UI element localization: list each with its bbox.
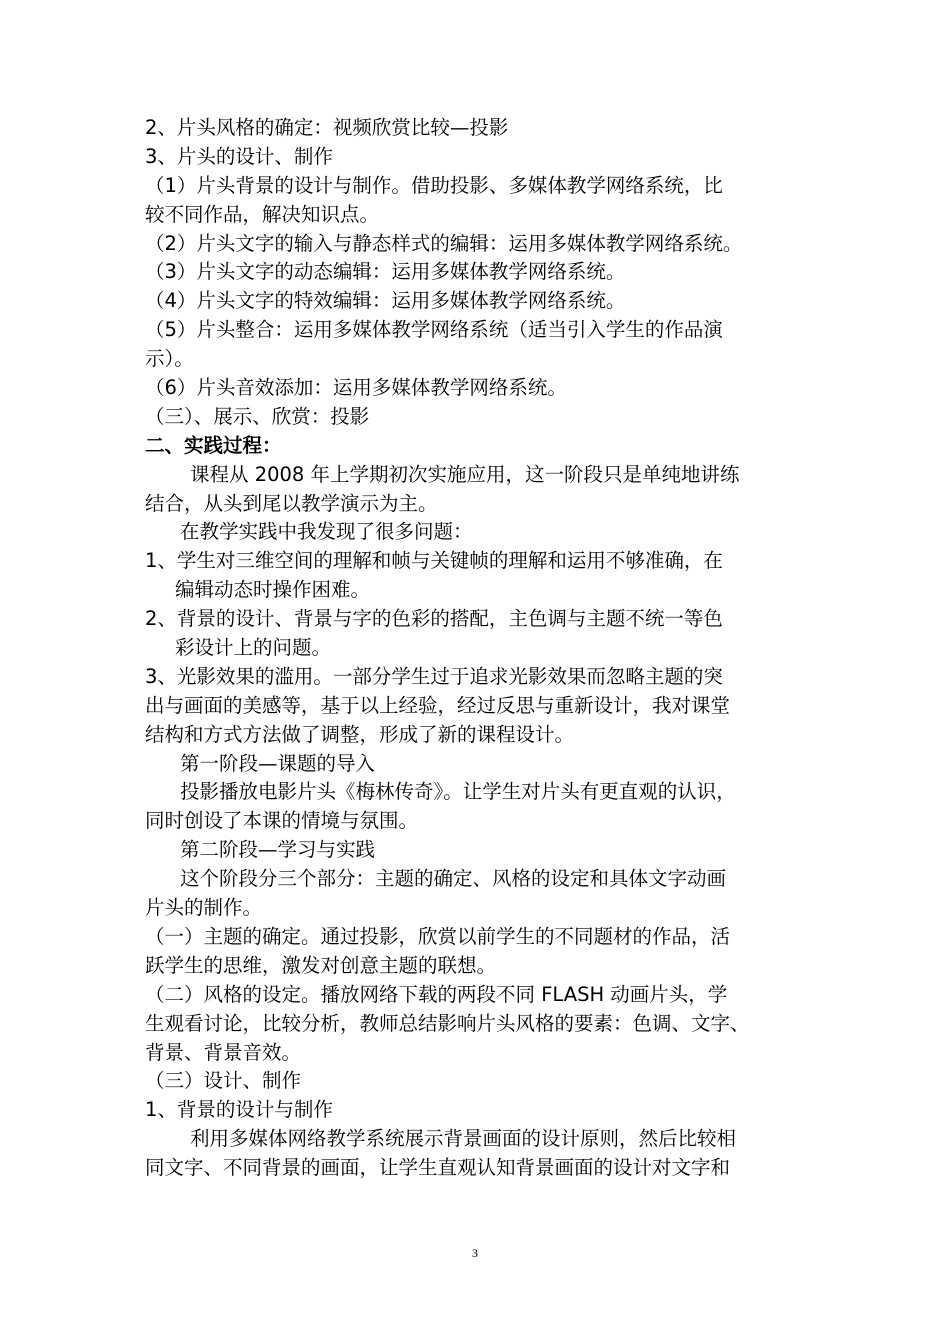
text-line: （4）片头文字的特效编辑：运用多媒体教学网络系统。 [145,289,626,313]
text-line: 投影播放电影片头《梅林传奇》。让学生对片头有更直观的认识， [180,780,736,804]
text-line: （1）片头背景的设计与制作。借助投影、多媒体教学网络系统，比 [145,173,723,197]
text-line: 课程从 2008 年上学期初次实施应用，这一阶段只是单纯地讲练 [190,462,740,486]
text-line: 1、背景的设计与制作 [145,1098,333,1122]
text-line: 结合，从头到尾以教学演示为主。 [145,491,438,515]
text-line: 示）。 [145,347,194,371]
text-line: 1、学生对三维空间的理解和帧与关键帧的理解和运用不够准确，在 [145,549,723,573]
text-line: 结构和方式方法做了调整，形成了新的课程设计。 [145,722,575,746]
text-line: （三）设计、制作 [145,1069,302,1093]
text-line: （一）主题的确定。通过投影，欣赏以前学生的不同题材的作品，活 [145,924,731,948]
text-line: 同文字、不同背景的画面，让学生直观认知背景画面的设计对文字和 [145,1156,731,1180]
text-line: 2、背景的设计、背景与字的色彩的搭配，主色调与主题不统一等色 [145,607,723,631]
text-line: 背景、背景音效。 [145,1040,302,1064]
text-line: 利用多媒体网络教学系统展示背景画面的设计原则，然后比较相 [190,1127,737,1151]
text-line: （5）片头整合：运用多媒体教学网络系统（适当引入学生的作品演 [145,318,723,342]
text-line: 跃学生的思维，激发对创意主题的联想。 [145,953,497,977]
text-line: （3）片头文字的动态编辑：运用多媒体教学网络系统。 [145,260,626,284]
text-line: （2）片头文字的输入与静态样式的编辑：运用多媒体教学网络系统。 [145,231,743,255]
text-line: （6）片头音效添加：运用多媒体教学网络系统。 [145,376,567,400]
text-line: 同时创设了本课的情境与氛围。 [145,809,419,833]
body-text [145,114,810,1183]
section-heading: 二、实践过程： [145,433,282,457]
text-line: 第二阶段—学习与实践 [180,838,376,862]
page-number: 3 [472,1246,478,1260]
text-line: 3、光影效果的滥用。一部分学生过于追求光影效果而忽略主题的突 [145,664,723,688]
text-line: 2、片头风格的确定：视频欣赏比较—投影 [145,116,509,139]
text-line: 片头的制作。 [145,896,263,920]
text-line: 编辑动态时操作困难。 [175,578,371,602]
text-line: 较不同作品，解决知识点。 [145,202,380,226]
text-line: 这个阶段分三个部分：主题的确定、风格的设定和具体文字动画 [180,867,727,891]
text-line: 第一阶段—课题的导入 [180,751,376,775]
text-line: （二）风格的设定。播放网络下载的两段不同 FLASH 动画片头，学 [145,982,728,1006]
text-line: （三）、展示、欣赏：投影 [145,404,370,428]
text-line: 彩设计上的问题。 [175,636,332,660]
text-line: 在教学实践中我发现了很多问题： [180,520,473,544]
text-line: 生观看讨论，比较分析，教师总结影响片头风格的要素：色调、文字、 [145,1011,750,1035]
text-line: 3、片头的设计、制作 [145,144,333,168]
text-line: 出与画面的美感等，基于以上经验，经过反思与重新设计，我对课堂 [145,693,731,717]
